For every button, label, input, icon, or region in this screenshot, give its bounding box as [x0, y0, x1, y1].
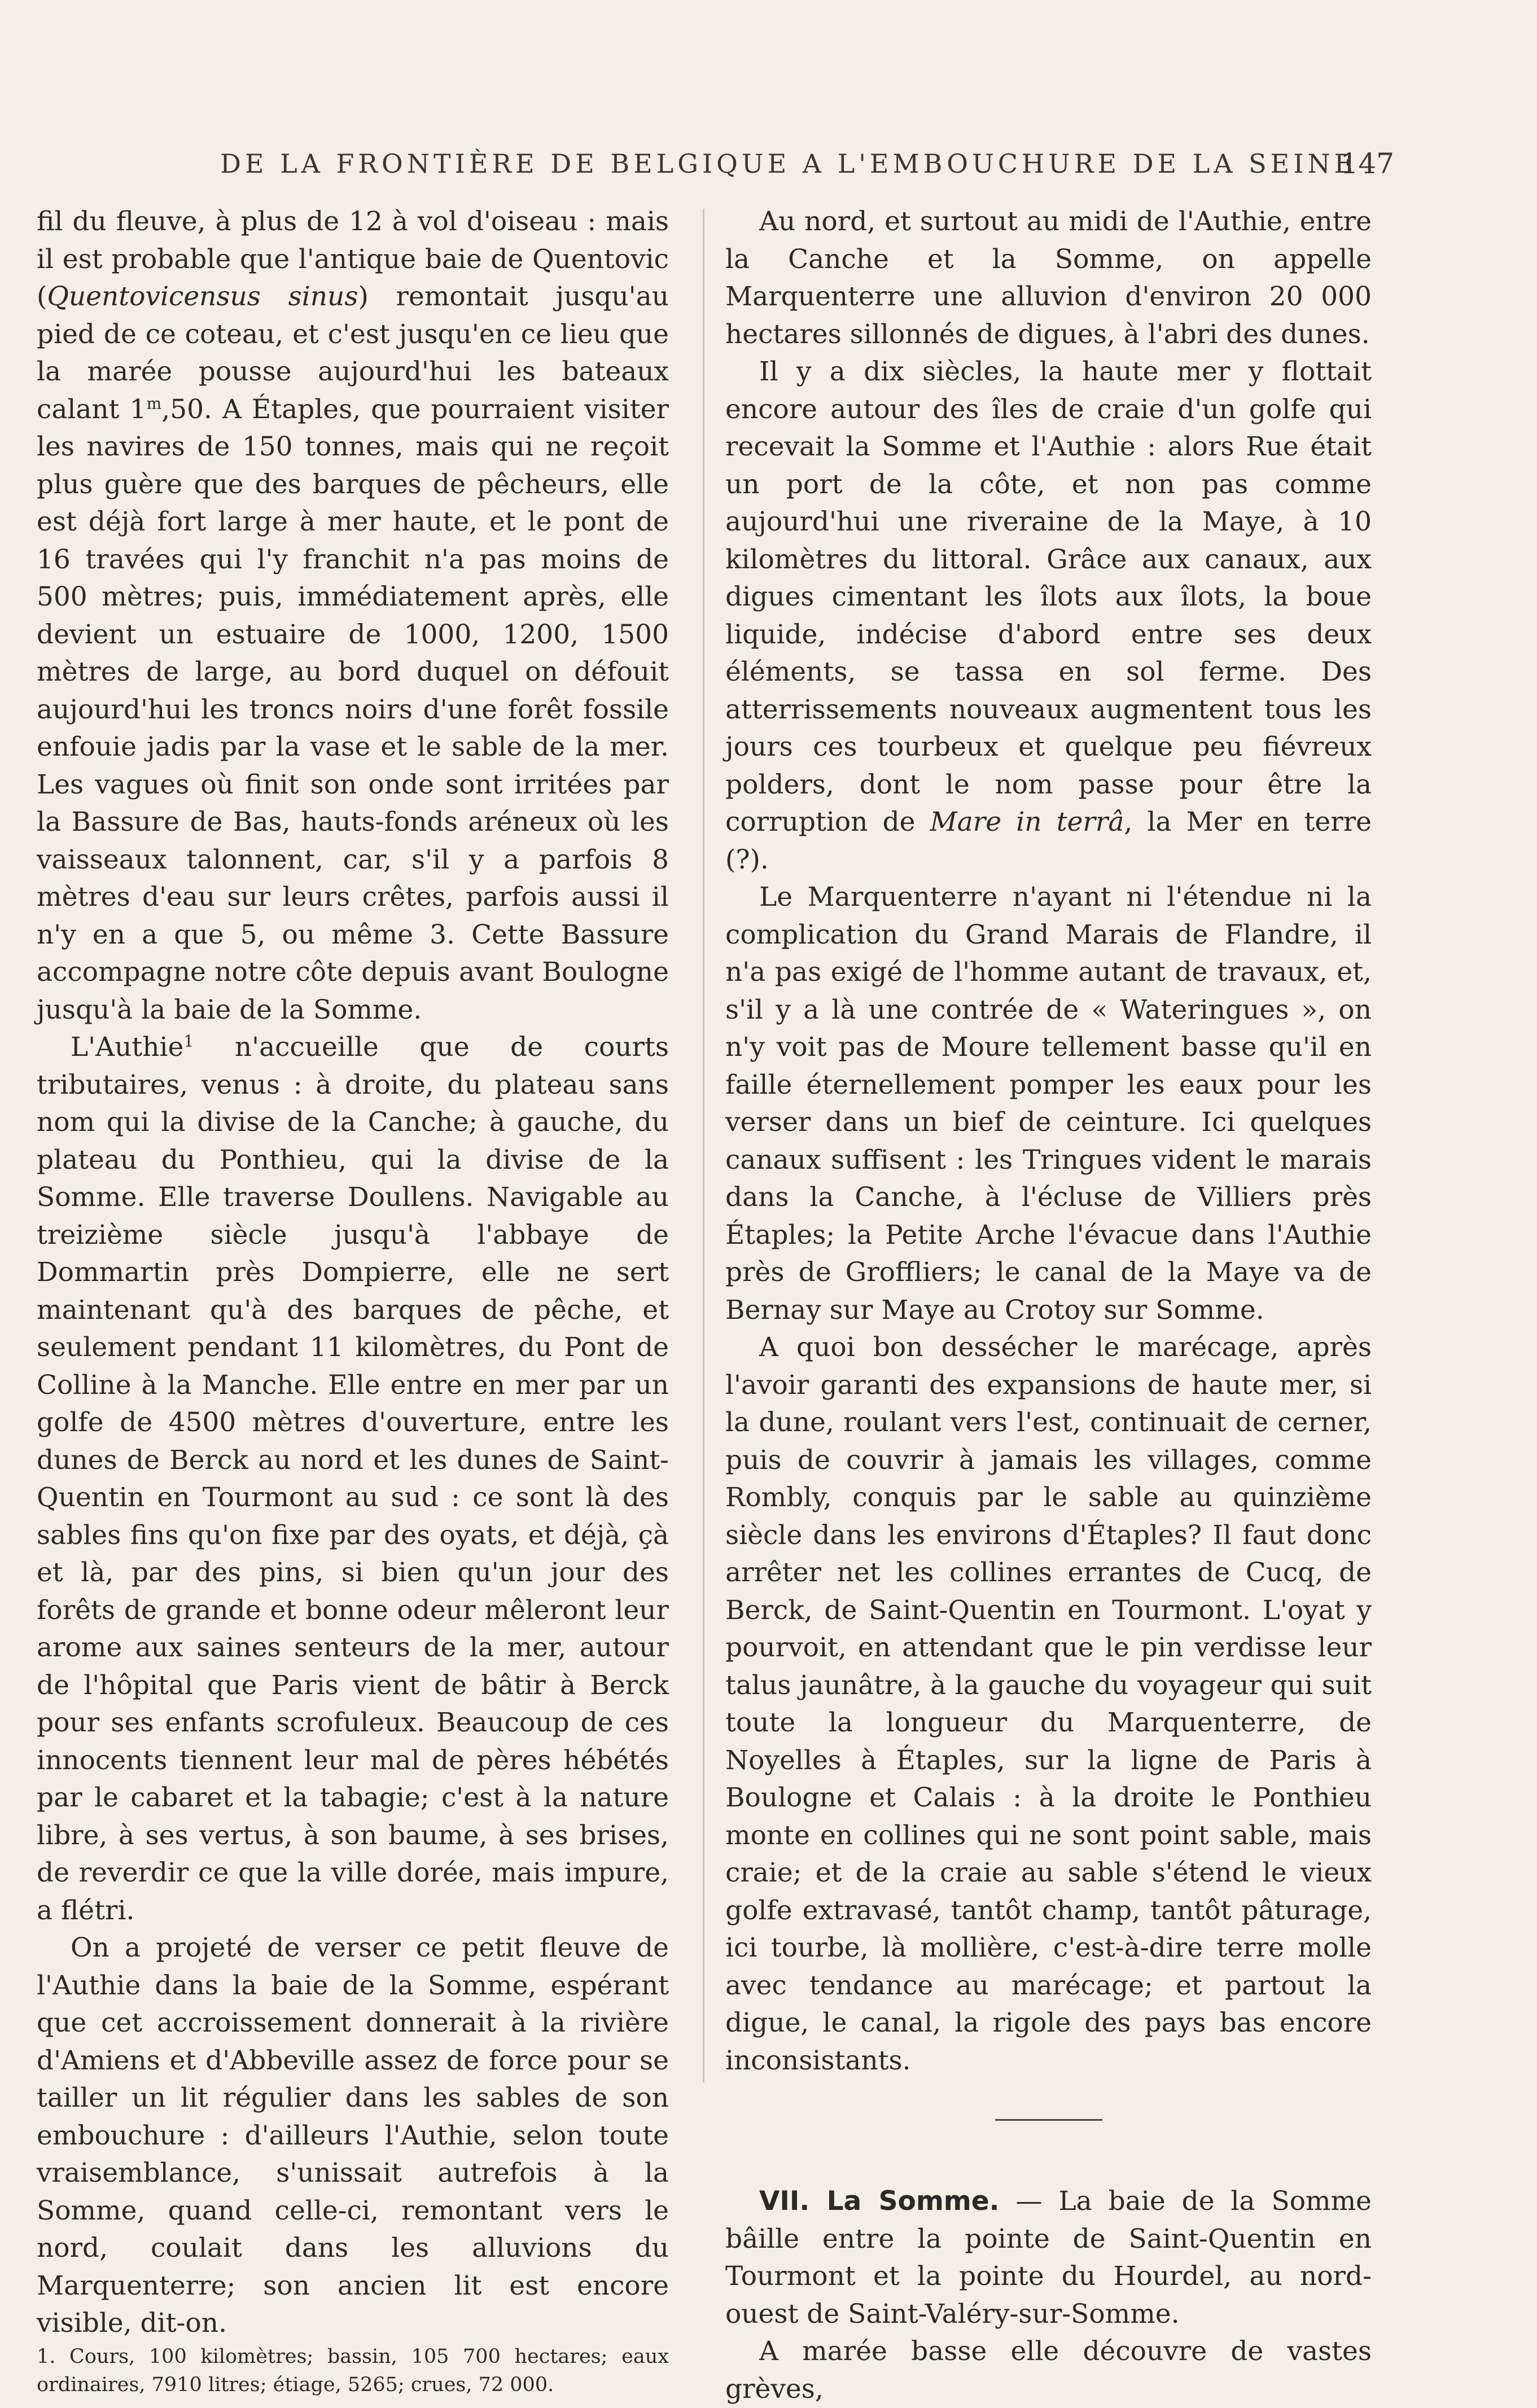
section-heading: VII. La Somme.	[759, 2186, 1000, 2217]
paragraph: On a projeté de verser ce petit fleuve de l'Authie dans la baie de la Somme, espérant que cet accroissement donnerait à la rivière d'Amiens et d'Abbeville assez de force pour se tailler un lit régulier dans les sables de son embouchure : d'ailleurs l'Authie, selon toute vraisemblance, s'unissait autrefois à la Somme, quand celle-ci, remontant vers le nord, coulait dans les alluvions du Marquenterre; son ancien lit est encore visible, dit-on.	[37, 1932, 669, 2339]
column-divider	[703, 209, 704, 2082]
paragraph: L'Authie$^1$ n'accueille que de courts tributaires, venus : à droite, du plateau sans nom qui la divise de la Canche; à gauche, du plateau du Ponthieu, qui la divise de la Somme. Elle traverse Doullens. Navigable au treizième siècle jusqu'à l'abbaye de Dommartin près Dompierre, elle ne sert maintenant qu'à des barques de pêche, et seulement pendant 11 kilomètres, du Pont de Colline à la Manche. Elle entre en mer par un golfe de 4500 mètres d'ouverture, entre les dunes de Berck au nord et les dunes de Saint-Quentin en Tourmont au sud : ce sont là des sables fins qu'on fixe par des oyats, et déjà, çà et là, par des pins, si bien qu'un jour des forêts de grande et bonne odeur mêleront leur arome aux saines senteurs de la mer, autour de l'hôpital que Paris vient de bâtir à Berck pour ses enfants scrofuleux. Beaucoup de ces innocents tiennent leur mal de pères hébétés par le cabaret et la tabagie; c'est à la nature libre, à ses vertus, à son baume, à ses brises, de reverdir ce que la ville dorée, mais impure, a flétri.	[37, 1032, 669, 1926]
section-separator	[995, 2119, 1102, 2121]
section-paragraph: VII. La Somme. — La baie de la Somme bâille entre la pointe de Saint-Quentin en Tourmont et la pointe du Hourdel, au nord-ouest de Saint-Valéry-sur-Somme.	[725, 2186, 1372, 2330]
paragraph: A quoi bon dessécher le marécage, après l'avoir garanti des expansions de haute mer, si la dune, roulant vers l'est, continuait de cerner, puis de couvrir à jamais les villages, comme Rombly, conquis par le sable au quinzième siècle dans les environs d'Étaples? Il faut donc arrêter net les collines errantes de Cucq, de Berck, de Saint-Quentin en Tourmont. L'oyat y pourvoit, en attendant que le pin verdisse leur talus jaunâtre, à la gauche du voyageur qui suit toute la longueur du Marquenterre, de Noyelles à Étaples, sur la ligne de Paris à Boulogne et Calais : à la droite le Ponthieu monte en collines qui ne sont point sable, mais craie; et de la craie au sable s'étend le vieux golfe extravasé, tantôt champ, tantôt pâturage, ici tourbe, là mollière, c'est-à-dire terre molle avec tendance au marécage; et partout la digue, le canal, la rigole des pays bas encore inconsistants.	[725, 1332, 1372, 2076]
paragraph: Au nord, et surtout au midi de l'Authie, entre la Canche et la Somme, on appelle Marquenterre une alluvion d'environ 20 000 hectares sillonnés de digues, à l'abri des dunes.	[725, 206, 1372, 350]
paragraph: fil du fleuve, à plus de 12 à vol d'oiseau : mais il est probable que l'antique baie de Quentovic (Quentovicensus sinus) remontait jusqu'au pied de ce coteau, et c'est jusqu'en ce lieu que la marée pousse aujourd'hui les bateaux calant 1$^m$,50. A Étaples, que pourraient visiter les navires de 150 tonnes, mais qui ne reçoit plus guère que des barques de pêcheurs, elle est déjà fort large à mer haute, et le pont de 16 travées qui l'y franchit n'a pas moins de 500 mètres; puis, immédiatement après, elle devient un estuaire de 1000, 1200, 1500 mètres de large, au bord duquel on défouit aujourd'hui les troncs noirs d'une forêt fossile enfouie jadis par la vase et le sable de la mer. Les vagues où finit son onde sont irritées par la Bassure de Bas, hauts-fonds aréneux où les vaisseaux talonnent, car, s'il y a parfois 8 mètres d'eau sur leurs crêtes, parfois aussi il n'y en a que 5, ou même 3. Cette Bassure accompagne notre côte depuis avant Boulogne jusqu'à la baie de la Somme.	[37, 206, 669, 1025]
right-column	[725, 203, 1372, 2408]
paragraph: A marée basse elle découvre de vastes grèves,	[725, 2336, 1372, 2405]
paragraph: Le Marquenterre n'ayant ni l'étendue ni la complication du Grand Marais de Flandre, il n'a pas exigé de l'homme autant de travaux, et, s'il y a là une contrée de « Wateringues », on n'y voit pas de Moure tellement basse qu'il en faille éternellement pomper les eaux pour les verser dans un bief de ceinture. Ici quelques canaux suffisent : les Tringues vident le marais dans la Canche, à l'écluse de Villiers près Étaples; la Petite Arche l'évacue dans l'Authie près de Groffliers; le canal de la Maye va de Bernay sur Maye au Crotoy sur Somme.	[725, 881, 1372, 1326]
running-head	[203, 141, 1394, 186]
page-number: 147	[1340, 147, 1394, 180]
chapter-title: DE LA FRONTIÈRE DE BELGIQUE A L'EMBOUCHURE DE LA SEINE	[220, 148, 1358, 179]
paragraph: Il y a dix siècles, la haute mer y flottait encore autour des îles de craie d'un golfe qui recevait la Somme et l'Authie : alors Rue était un port de la côte, et non pas comme aujourd'hui une riveraine de la Maye, à 10 kilomètres du littoral. Grâce aux canaux, aux digues cimentant les îlots aux îlots, la boue liquide, indécise d'abord entre ses deux éléments, se tassa en sol ferme. Des atterrissements nouveaux augmentent tous les jours ces tourbeux et quelque peu fiévreux polders, dont le nom passe pour être la corruption de Mare in terrâ, la Mer en terre (?).	[725, 356, 1372, 875]
footnote-ref[interactable]: 1	[183, 1032, 194, 1051]
left-column	[37, 203, 669, 2399]
footnote: 1. Cours, 100 kilomètres; bassin, 105 700 hectares; eaux ordinaires, 7910 litres; étiage, 5265; crues, 72 000.	[37, 2345, 669, 2396]
